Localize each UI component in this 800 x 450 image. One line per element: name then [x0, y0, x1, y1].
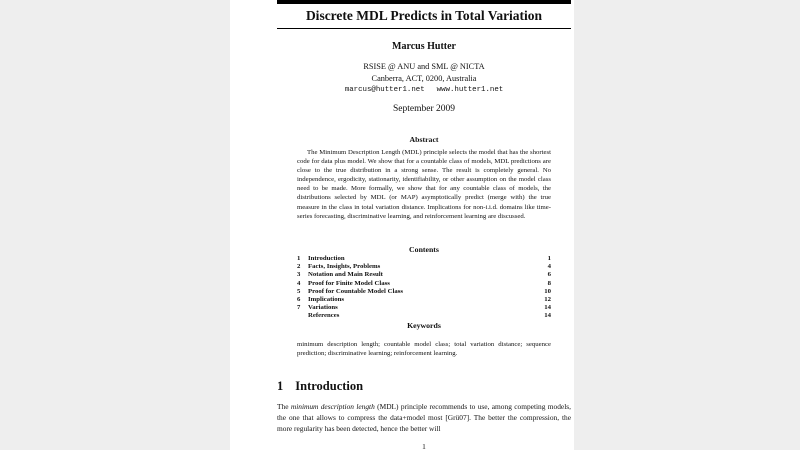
- title-rule-top: [277, 0, 571, 4]
- paper-page: [230, 0, 574, 450]
- author-location: Canberra, ACT, 0200, Australia: [371, 74, 477, 83]
- toc-item[interactable]: 7 Variations 14: [297, 304, 551, 312]
- page-number: 1: [422, 442, 426, 450]
- toc-item[interactable]: 3 Notation and Main Result 6: [297, 271, 551, 279]
- toc-item[interactable]: 1 Introduction 1: [297, 255, 551, 262]
- toc-item[interactable]: 4 Proof for Finite Model Class 8: [297, 279, 551, 287]
- abstract-text: The Minimum Description Length (MDL) principle selects the model that has the shortest code for data plus model. We show that for a countable class of models, MDL predictions are close to the true distribution in a strong sense. The result is completely general. No independence, ergodicity, stationarity, identifiability, or other assumption on the model class need to be made. More formally, we show that for any countable class of models, the distributions selected by MDL (or MAP) asymptotically predict (merge with) the true measure in the class in total variation distance. Implications for non-i.i.d. domains like time-series forecasting, discriminative learning, and reinforcement learning are discussed.: [297, 149, 551, 220]
- contact-line: [277, 86, 571, 94]
- section-title: Introduction: [295, 379, 364, 393]
- toc-item[interactable]: References 14: [308, 312, 551, 320]
- author-website[interactable]: www.hutter1.net: [436, 86, 504, 94]
- emphasized-term: minimum description length: [290, 402, 375, 411]
- paper-date: September 2009: [392, 104, 455, 114]
- title-rule-bottom: [277, 28, 571, 29]
- paper-title: Discrete MDL Predicts in Total Variation: [305, 8, 543, 23]
- abstract-heading: Abstract: [409, 135, 439, 144]
- author-name: Marcus Hutter: [392, 41, 456, 52]
- author-affiliation: RSISE @ ANU and SML @ NICTA: [363, 62, 485, 71]
- section-heading: [277, 379, 363, 394]
- introduction-text: The minimum description length (MDL) principle recommends to use, among competing models, the one that allows to compress the data+model most [Grü07]. The better the compression, the more regularity has been detected, hence the better will: [277, 402, 571, 433]
- toc-item[interactable]: 6 Implications 12: [297, 295, 551, 303]
- toc-item[interactable]: 5 Proof for Countable Model Class 10: [297, 287, 551, 295]
- keywords-text: minimum description length; countable model class; total variation distance; sequence prediction; discriminative learning; reinforcement learning.: [297, 341, 551, 358]
- toc-item[interactable]: 2 Facts, Insights, Problems 4: [297, 263, 551, 271]
- contents-heading: Contents: [409, 245, 439, 254]
- keywords-heading: Keywords: [407, 321, 441, 330]
- section-number: 1: [277, 379, 284, 393]
- table-of-contents: [297, 255, 551, 321]
- author-email[interactable]: marcus@hutter1.net: [344, 86, 425, 94]
